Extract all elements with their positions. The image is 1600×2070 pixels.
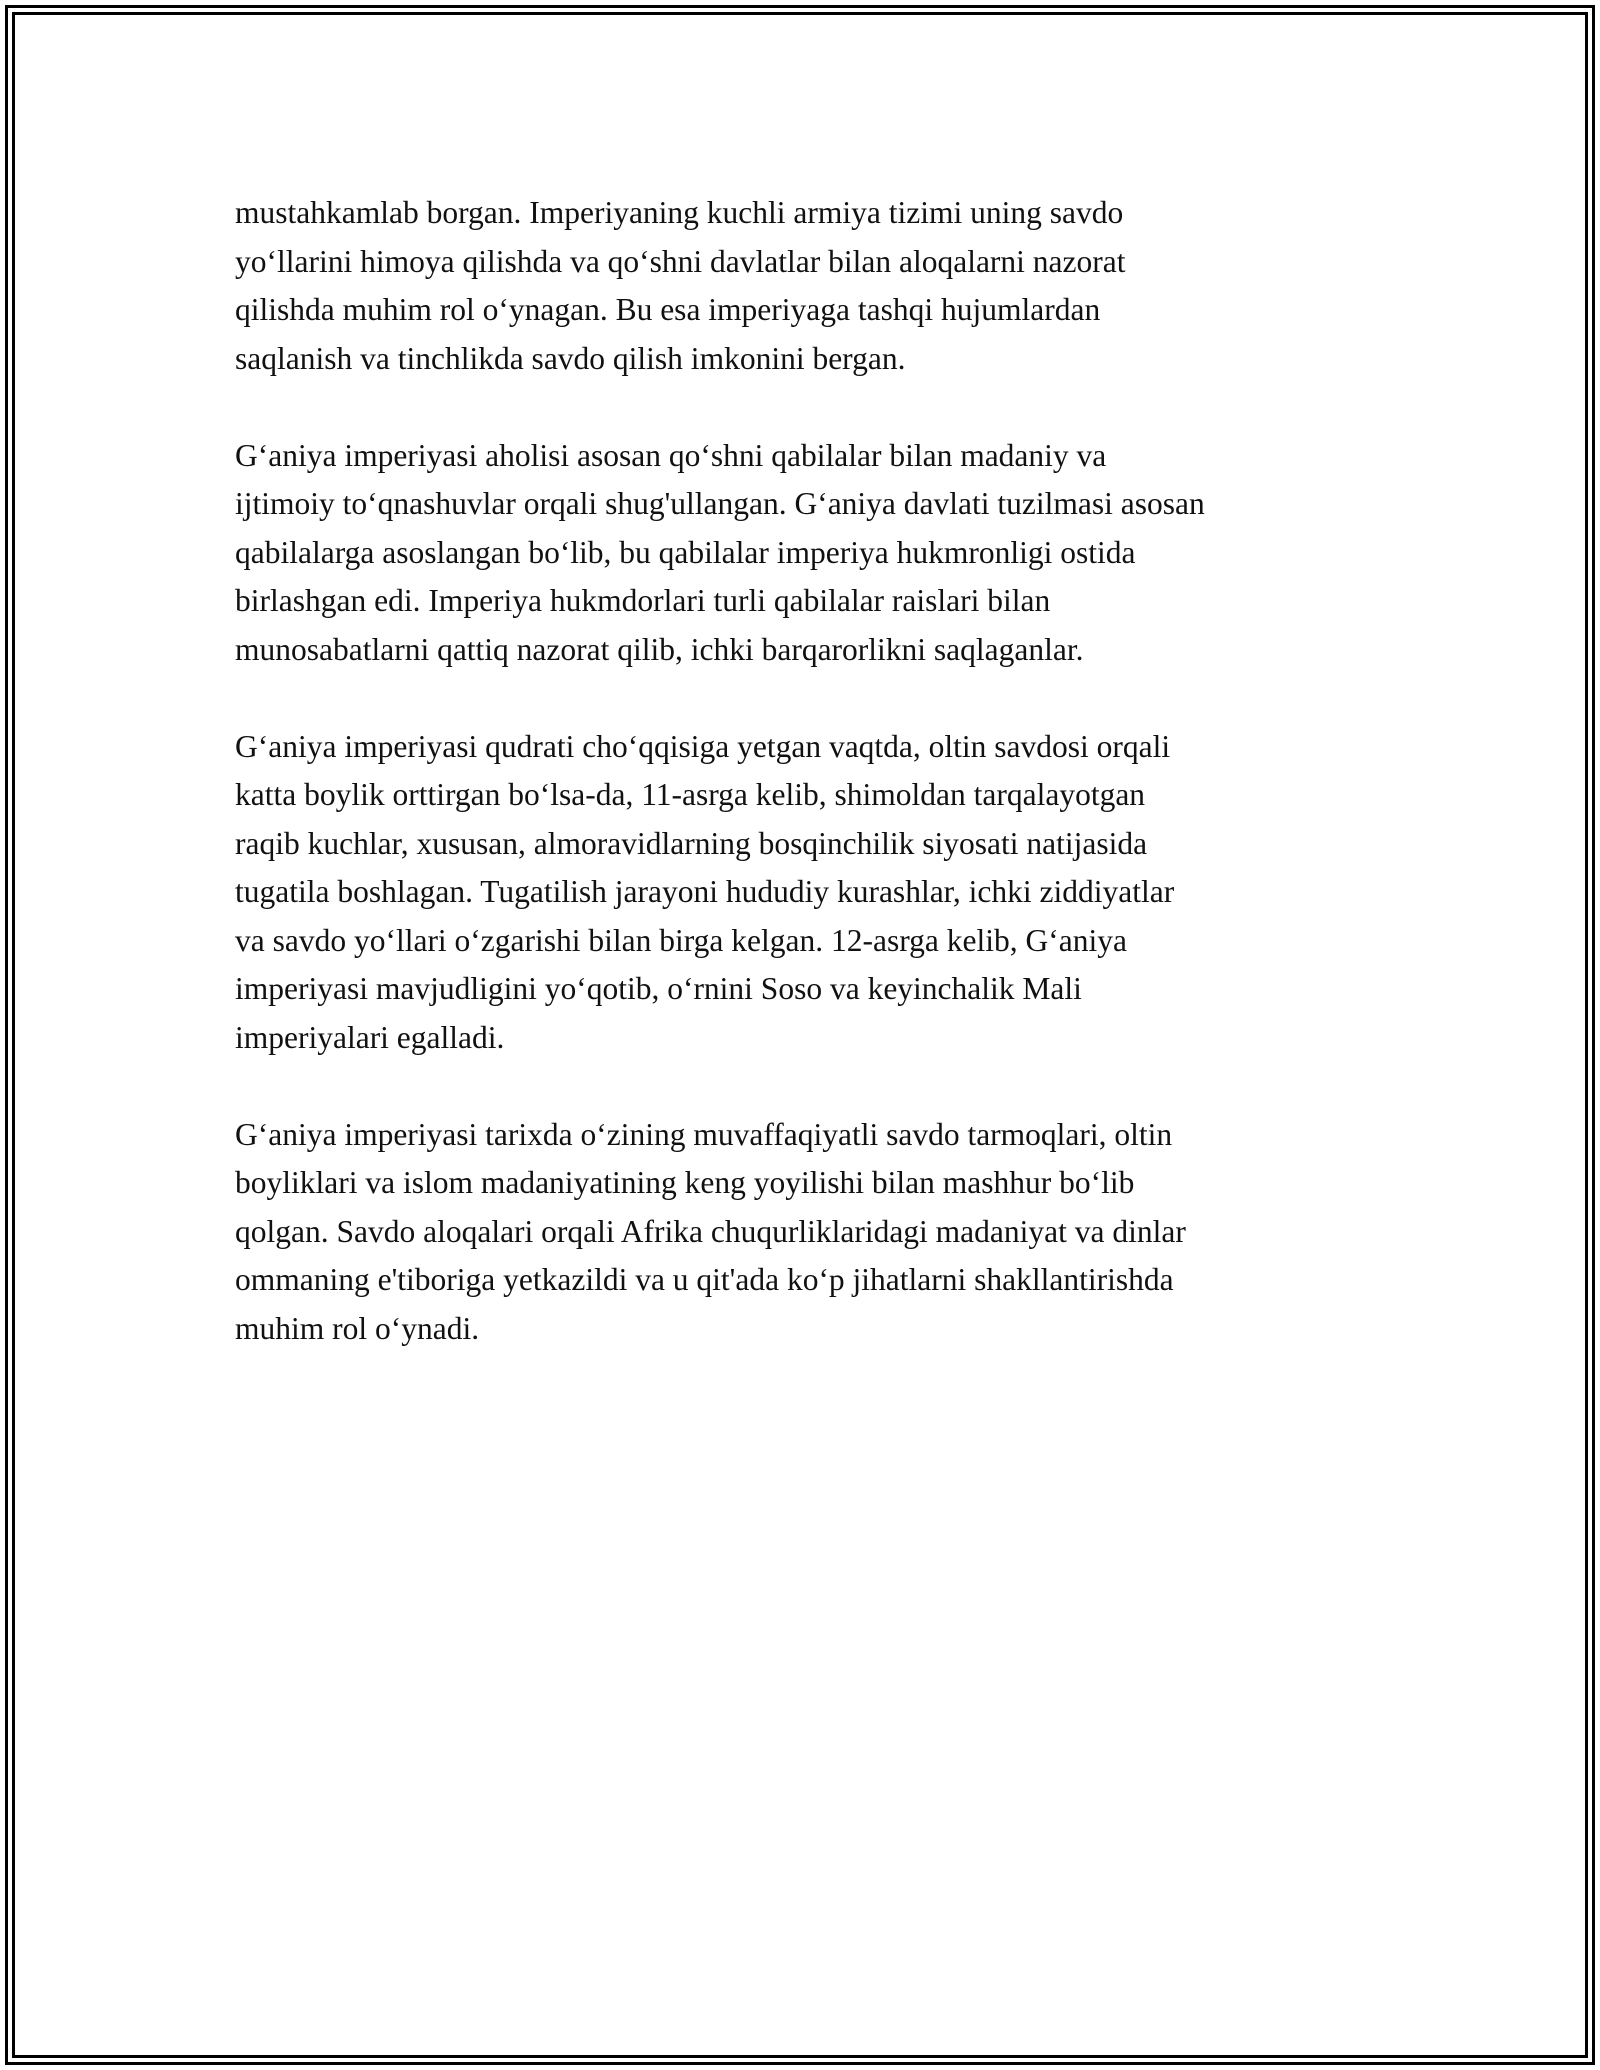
paragraph-1 <box>235 189 1375 383</box>
document-body <box>235 189 1375 1402</box>
text-line: va savdo yo‘llari o‘zgarishi bilan birga kelgan. 12-asrga kelib, G‘aniya <box>235 922 1127 958</box>
text-line: ommaning e'tiboriga yetkazildi va u qit'ada ko‘p jihatlarni shakllantirishda <box>235 1262 1174 1297</box>
text-line: qolgan. Savdo aloqalari orqali Afrika chuqurliklaridagi madaniyat va dinlar <box>235 1213 1186 1249</box>
paragraph-4 <box>235 1111 1375 1354</box>
text-line: G‘aniya imperiyasi aholisi asosan qo‘shni qabilalar bilan madaniy va <box>235 437 1107 473</box>
text-line: yo‘llarini himoya qilishda va qo‘shni davlatlar bilan aloqalarni nazorat <box>235 243 1126 279</box>
paragraph-3 <box>235 723 1375 1063</box>
text-line: saqlanish va tinchlikda savdo qilish imkonini bergan. <box>235 340 906 376</box>
text-line: katta boylik orttirgan bo‘lsa-da, 11-asrga kelib, shimoldan tarqalayotgan <box>235 777 1146 812</box>
text-line: muhim rol o‘ynadi. <box>235 1310 480 1346</box>
text-line: mustahkamlab borgan. Imperiyaning kuchli armiya tizimi uning savdo <box>235 195 1124 230</box>
text-line: munosabatlarni qattiq nazorat qilib, ichki barqarorlikni saqlaganlar. <box>235 631 1084 667</box>
text-line: qabilalarga asoslangan bo‘lib, bu qabilalar imperiya hukmronligi ostida <box>235 534 1136 570</box>
text-line: G‘aniya imperiyasi qudrati cho‘qqisiga yetgan vaqtda, oltin savdosi orqali <box>235 728 1171 764</box>
text-line: imperiyasi mavjudligini yo‘qotib, o‘rnini Soso va keyinchalik Mali <box>235 971 1082 1006</box>
paragraph-2 <box>235 432 1375 675</box>
text-line: imperiyalari egalladi. <box>235 1019 505 1055</box>
text-line: tugatila boshlagan. Tugatilish jarayoni hududiy kurashlar, ichki ziddiyatlar <box>235 874 1175 909</box>
text-line: raqib kuchlar, xususan, almoravidlarning bosqinchilik siyosati natijasida <box>235 825 1148 861</box>
text-line: G‘aniya imperiyasi tarixda o‘zining muvaffaqiyatli savdo tarmoqlari, oltin <box>235 1116 1173 1152</box>
text-line: qilishda muhim rol o‘ynagan. Bu esa imperiyaga tashqi hujumlardan <box>235 292 1101 327</box>
text-line: birlashgan edi. Imperiya hukmdorlari turli qabilalar raislari bilan <box>235 583 1051 618</box>
text-line: boyliklari va islom madaniyatining keng yoyilishi bilan mashhur bo‘lib <box>235 1165 1135 1200</box>
text-line: ijtimoiy to‘qnashuvlar orqali shug'ullangan. G‘aniya davlati tuzilmasi asosan <box>235 486 1205 521</box>
